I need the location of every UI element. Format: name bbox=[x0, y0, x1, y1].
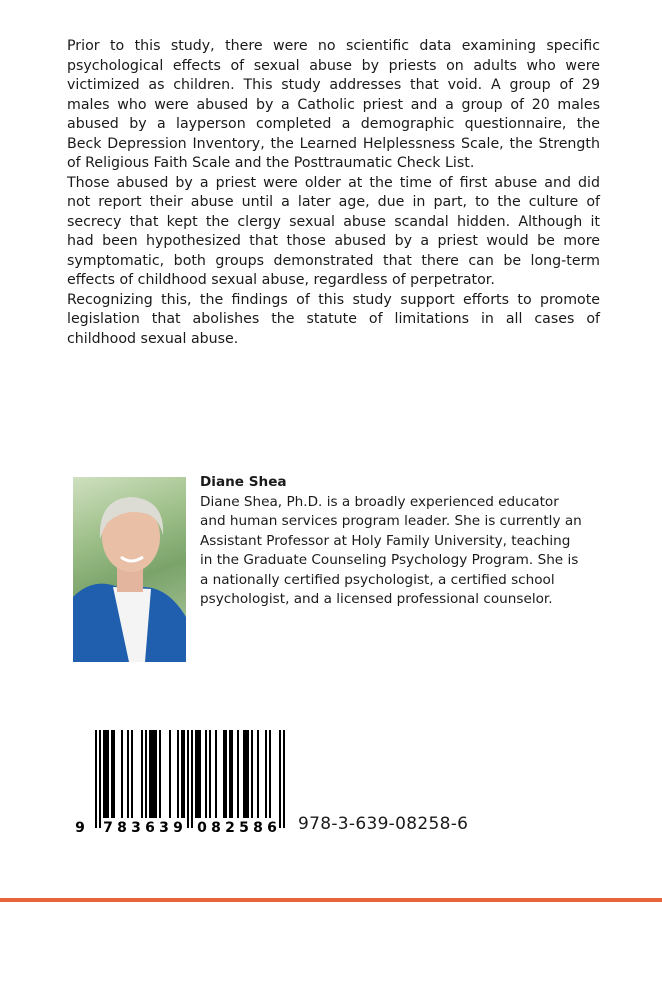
blurb-line: Those abused by a priest were older at the time of first abuse and did bbox=[67, 174, 600, 191]
barcode-bar bbox=[127, 730, 129, 818]
barcode-digit: 8 bbox=[253, 820, 263, 836]
author-bio-line: psychologist, and a licensed professional counselor. bbox=[200, 591, 553, 607]
barcode-bar bbox=[251, 730, 253, 818]
blurb-line: Beck Depression Inventory, the Learned Helplessness Scale, the Strength bbox=[67, 135, 600, 152]
barcode-digit: 7 bbox=[103, 820, 113, 836]
barcode-bar bbox=[265, 730, 267, 818]
barcode-bar bbox=[229, 730, 231, 818]
barcode-bar bbox=[107, 730, 109, 818]
author-portrait-image bbox=[73, 477, 186, 662]
barcode-digit: 2 bbox=[225, 820, 235, 836]
barcode-digit: 9 bbox=[173, 820, 183, 836]
blurb-line: Prior to this study, there were no scientific data examining specific bbox=[67, 38, 600, 54]
barcode-bar bbox=[183, 730, 185, 818]
barcode-bar bbox=[131, 730, 133, 818]
barcode-bar bbox=[215, 730, 217, 818]
barcode-bar bbox=[149, 730, 151, 818]
blurb-line: males who were abused by a Catholic priest and a group of 20 males bbox=[67, 96, 600, 113]
barcode-bar bbox=[195, 730, 197, 818]
barcode-bar bbox=[177, 730, 179, 818]
isbn-number: 978-3-639-08258-6 bbox=[298, 814, 469, 834]
blurb-line: secrecy that kept the clergy sexual abuse scandal hidden. Although it bbox=[67, 213, 600, 230]
barcode-bar bbox=[199, 730, 201, 818]
barcode-bar bbox=[223, 730, 225, 818]
barcode-bar bbox=[245, 730, 247, 818]
blurb-line: psychological effects of sexual abuse by priests on adults who were bbox=[67, 57, 600, 74]
barcode-bar bbox=[103, 730, 105, 818]
barcode-bar bbox=[121, 730, 123, 818]
barcode-bar bbox=[205, 730, 207, 818]
barcode-bar bbox=[169, 730, 171, 818]
barcode-digit: 9 bbox=[75, 820, 85, 836]
barcode-bar bbox=[257, 730, 259, 818]
barcode-bar bbox=[95, 730, 97, 828]
barcode-bar bbox=[153, 730, 155, 818]
blurb-line: abused by a layperson completed a demographic questionnaire, the bbox=[67, 116, 600, 132]
blurb-line: legislation that abolishes the statute of limitations in all cases of bbox=[67, 311, 600, 327]
blurb-line: had been hypothesized that those abused by a priest would be more bbox=[67, 233, 600, 249]
barcode-digit: 0 bbox=[197, 820, 207, 836]
barcode-bar bbox=[181, 730, 183, 818]
barcode-bar bbox=[269, 730, 271, 818]
barcode-bar bbox=[283, 730, 285, 828]
barcode-bar bbox=[187, 730, 189, 828]
author-bio bbox=[200, 473, 600, 610]
back-cover-blurb bbox=[67, 37, 600, 349]
author-bio-line: and human services program leader. She is currently an bbox=[200, 513, 582, 529]
barcode-bar bbox=[113, 730, 115, 818]
blurb-line: of Religious Faith Scale and the Posttraumatic Check List. bbox=[67, 155, 475, 171]
barcode-bar bbox=[231, 730, 233, 818]
barcode-bar bbox=[151, 730, 153, 818]
barcode-digit: 8 bbox=[211, 820, 221, 836]
barcode-digit: 5 bbox=[239, 820, 249, 836]
barcode-bar bbox=[111, 730, 113, 818]
barcode-bar bbox=[197, 730, 199, 818]
orange-divider bbox=[0, 898, 662, 902]
barcode-digit: 3 bbox=[159, 820, 169, 836]
barcode-bar bbox=[159, 730, 161, 818]
author-bio-line: Diane Shea, Ph.D. is a broadly experienced educator bbox=[200, 493, 559, 510]
barcode-bar bbox=[191, 730, 193, 828]
barcode-bar bbox=[99, 730, 101, 828]
author-photo bbox=[73, 477, 186, 662]
barcode-bar bbox=[243, 730, 245, 818]
barcode-digit: 8 bbox=[117, 820, 127, 836]
barcode-bar bbox=[209, 730, 211, 818]
barcode-bar bbox=[155, 730, 157, 818]
barcode-bar bbox=[247, 730, 249, 818]
blurb-line: symptomatic, both groups demonstrated that there can be long-term bbox=[67, 252, 600, 269]
blurb-line: childhood sexual abuse. bbox=[67, 330, 239, 347]
barcode-bar bbox=[141, 730, 143, 818]
barcode-bar bbox=[225, 730, 227, 818]
isbn-barcode bbox=[70, 730, 285, 840]
blurb-line: not report their abuse until a later age, due in part, to the culture of bbox=[67, 194, 600, 210]
author-bio-line: in the Graduate Counseling Psychology Program. She is bbox=[200, 552, 579, 568]
barcode-digit: 6 bbox=[267, 820, 277, 836]
blurb-line: Recognizing this, the findings of this study support efforts to promote bbox=[67, 291, 600, 308]
barcode-bar bbox=[279, 730, 281, 828]
barcode-digit: 3 bbox=[131, 820, 141, 836]
barcode-bar bbox=[145, 730, 147, 818]
blurb-line: effects of childhood sexual abuse, regardless of perpetrator. bbox=[67, 272, 495, 288]
blurb-line: victimized as children. This study addresses that void. A group of 29 bbox=[67, 77, 600, 93]
barcode-bar bbox=[237, 730, 239, 818]
author-bio-line: a nationally certified psychologist, a certified school bbox=[200, 571, 555, 588]
author-bio-line: Assistant Professor at Holy Family University, teaching bbox=[200, 532, 571, 549]
barcode-digit: 6 bbox=[145, 820, 155, 836]
author-name: Diane Shea bbox=[200, 474, 287, 490]
barcode-bar bbox=[105, 730, 107, 818]
